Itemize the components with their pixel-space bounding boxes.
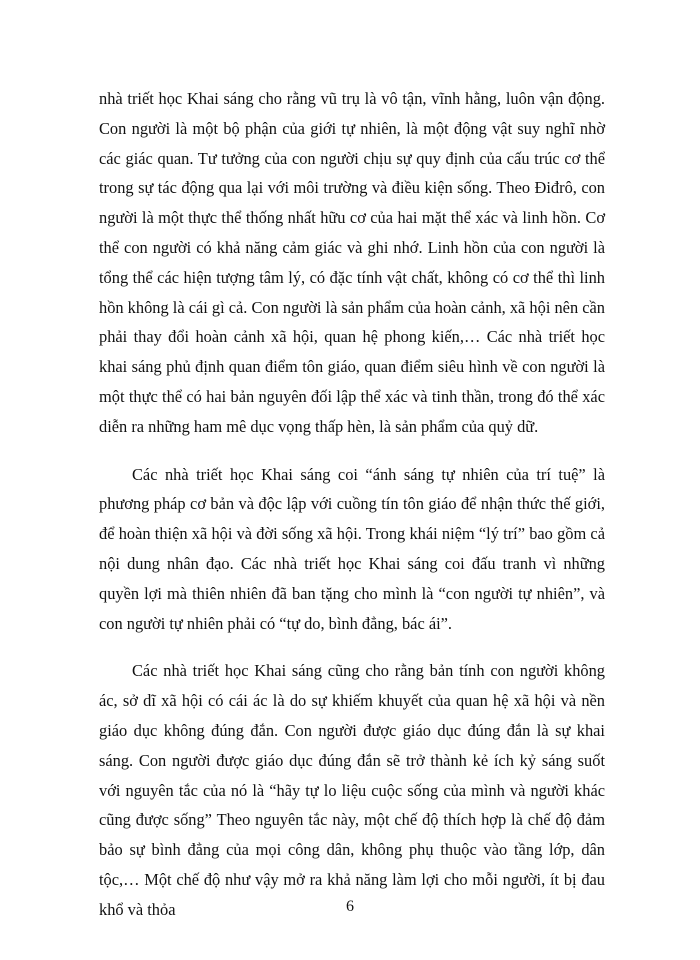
page-number: 6 <box>346 898 354 915</box>
paragraph-gap <box>99 638 605 656</box>
paragraph-gap <box>99 442 605 460</box>
paragraph-1: nhà triết học Khai sáng cho rằng vũ trụ là vô tận, vĩnh hằng, luôn vận động. Con người là một bộ phận của giới tự nhiên, là một động vật suy nghĩ nhờ các giác quan. Tư tưởng của con người chịu sự quy định của cấu trúc cơ thể trong sự tác động qua lại với môi trường và điều kiện sống. Theo Điđrô, con người là một thực thể thống nhất hữu cơ của hai mặt thể xác và linh hồn. Cơ thể con người có khả năng cảm giác và ghi nhớ. Linh hồn của con người là tổng thể các hiện tượng tâm lý, có đặc tính vật chất, không có cơ thể thì linh hồn không là cái gì cả. Con người là sản phẩm của hoàn cảnh, xã hội nên cần phải thay đổi hoàn cảnh xã hội, quan hệ phong kiến,… Các nhà triết học khai sáng phủ định quan điểm tôn giáo, quan điểm siêu hình về con người là một thực thể có hai bản nguyên đối lập thể xác và tinh thần, trong đó thể xác diễn ra những ham mê dục vọng thấp hèn, là sản phẩm của quỷ dữ. <box>99 89 605 436</box>
paragraph-2: Các nhà triết học Khai sáng coi “ánh sáng tự nhiên của trí tuệ” là phương pháp cơ bản và độc lập với cuồng tín tôn giáo để nhận thức thế giới, để hoàn thiện xã hội và đời sống xã hội. Trong khái niệm “lý trí” bao gồm cả nội dung nhân đạo. Các nhà triết học Khai sáng coi đấu tranh vì những quyền lợi mà thiên nhiên đã ban tặng cho mình là “con người tự nhiên”, và con người tự nhiên phải có “tự do, bình đẳng, bác ái”. <box>99 464 605 633</box>
paragraph-3: Các nhà triết học Khai sáng cũng cho rằng bản tính con người không ác, sở dĩ xã hội có cái ác là do sự khiếm khuyết của quan hệ xã hội và nền giáo dục không đúng đắn. Con người được giáo dục đúng đắn là sự khai sáng. Con người được giáo dục đúng đắn sẽ trở thành kẻ ích kỷ sáng suốt với nguyên tắc của nó là “hãy tự lo liệu cuộc sống của mình và người khác cũng được sống” Theo nguyên tắc này, một chế độ thích hợp là chế độ đảm bảo sự bình đẳng của mọi công dân, không phụ thuộc vào tầng lớp, dân tộc,… Một chế độ như vậy mở ra khả năng làm lợi cho mỗi người, ít bị đau khổ và thỏa <box>99 661 605 919</box>
page-body <box>99 84 605 925</box>
